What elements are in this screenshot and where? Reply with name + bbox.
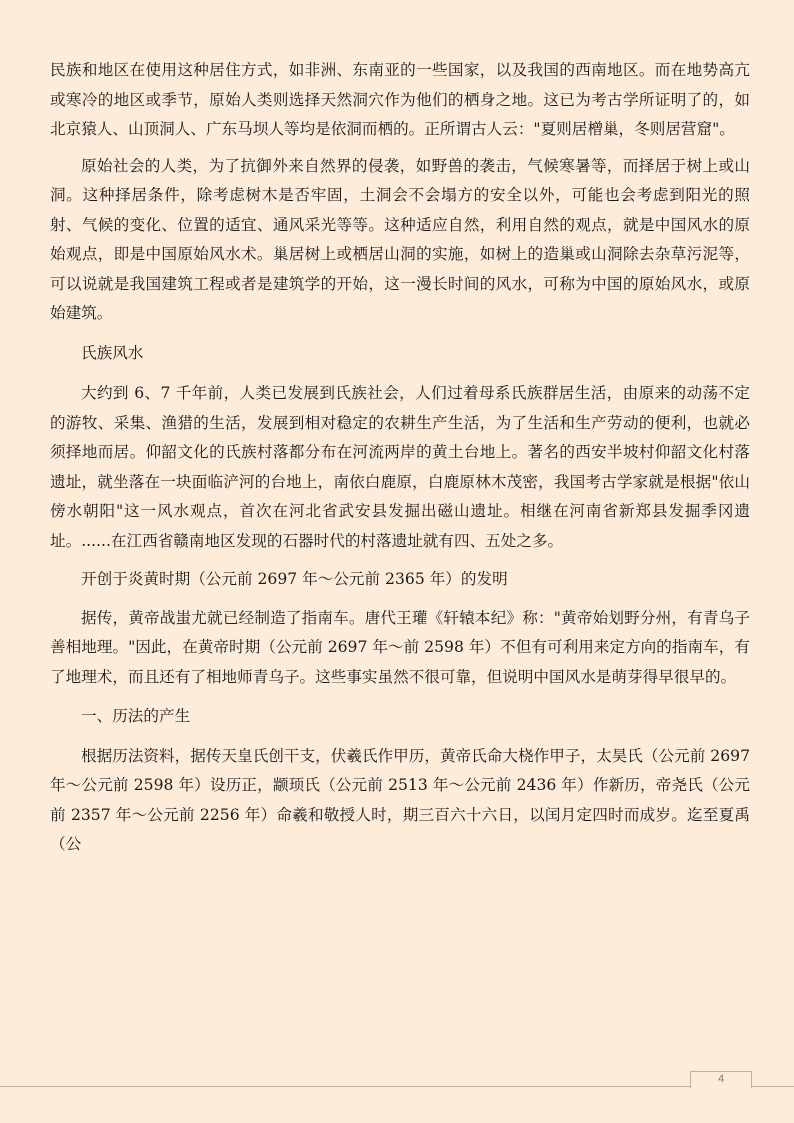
- page-number: 4: [690, 1071, 752, 1088]
- footer-divider: [0, 1086, 794, 1087]
- paragraph-primitive-society: 原始社会的人类，为了抗御外来自然界的侵袭，如野兽的袭击，气候寒暑等，而择居于树上或山洞。这种择居条件，除考虑树木是否牢固，土洞会不会塌方的安全以外，可能也会考虑到阳光的照射、气候的变化、位置的适宜、通风采光等等。这种适应自然，利用自然的观点，就是中国风水的原始观点，即是中国原始风水术。巢居树上或栖居山洞的实施，如树上的造巢或山洞除去杂草污泥等，可以说就是我国建筑工程或者是建筑学的开始，这一漫长时间的风水，可称为中国的原始风水，或原始建筑。: [50, 156, 750, 322]
- section-heading-calendar: 一、历法的产生: [81, 707, 191, 725]
- section-heading-clan-fengshui: 氏族风水: [81, 343, 144, 362]
- document-page-body: [50, 56, 750, 860]
- paragraph-continuation: 民族和地区在使用这种居住方式，如非洲、东南亚的一些国家，以及我国的西南地区。而在地势高亢或寒冷的地区或季节，原始人类则选择天然洞穴作为他们的栖身之地。这已为考古学所证明了的，如北京猿人、山顶洞人、广东马坝人等均是依洞而栖的。正所谓古人云："夏则居橧巢，冬则居营窟"。: [50, 61, 750, 138]
- paragraph-clan-society: 大约到 6、7 千年前，人类已发展到氏族社会，人们过着母系氏族群居生活，由原来的动荡不定的游牧、采集、渔猎的生活，发展到相对稳定的农耕生产生活，为了生活和生产劳动的便利，也就必须择地而居。仰韶文化的氏族村落都分布在河流两岸的黄土台地上。著名的西安半坡村仰韶文化村落遗址，就坐落在一块面临浐河的台地上，南依白鹿原，白鹿原林木茂密，我国考古学家就是根据"依山傍水朝阳"这一风水观点，首次在河北省武安县发掘出磁山遗址。相继在河南省新郑县发掘季冈遗址。......在江西省赣南地区发现的石器时代的村落遗址就有四、五处之多。: [50, 384, 750, 550]
- paragraph-calendar-history: 根据历法资料，据传天皇氏创干支，伏羲氏作甲历，黄帝氏命大桡作甲子，太昊氏（公元前 2697 年～公元前 2598 年）设历正，颛顼氏（公元前 2513 年～公元前 2436 年）作新历，帝尧氏（公元前 2357 年～公元前 2256 年）命羲和敬授人时，期三百六十六日，以闰月定四时而成岁。迄至夏禹（公: [50, 746, 750, 853]
- paragraph-compass-cart: 据传，黄帝战蚩尤就已经制造了指南车。唐代王瓘《轩辕本纪》称："黄帝始划野分州，有青乌子善相地理。"因此，在黄帝时期（公元前 2697 年～前 2598 年）不但有可利用来定方向的指南车，有了地理术，而且还有了相地师青乌子。这些事实虽然不很可靠，但说明中国风水是萌芽得早很早的。: [50, 608, 750, 686]
- section-heading-yan-huang-period: 开创于炎黄时期（公元前 2697 年～公元前 2365 年）的发明: [81, 570, 508, 588]
